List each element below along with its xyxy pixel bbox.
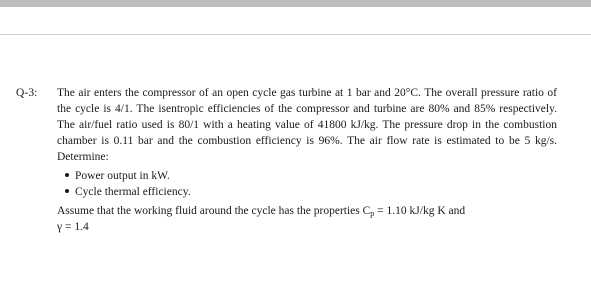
list-item [65, 184, 557, 200]
gamma-value: γ = 1.4 [57, 221, 89, 233]
bullet-icon [65, 173, 69, 177]
bullet-icon [65, 189, 69, 193]
list-item-text: Cycle thermal efficiency. [75, 186, 191, 198]
assumption-prefix: Assume that the working fluid around the cycle has the properties C [57, 205, 371, 217]
cp-subscript: p [370, 209, 375, 218]
list-item-text: Power output in kW. [75, 170, 170, 182]
question-number: Q-3: [16, 87, 38, 99]
assumption-text [57, 203, 557, 219]
assumption-suffix: = 1.10 kJ/kg K and [374, 205, 466, 217]
question-body [57, 85, 557, 235]
requirements-list [57, 168, 557, 200]
top-gray-bar [0, 0, 591, 7]
question-paragraph: The air enters the compressor of an open cycle gas turbine at 1 bar and 20°C. The overall pressure ratio of the cycle is 4/1. The isentropic efficiencies of the compressor and turbine are 80% and 85% respectively. The air/fuel ratio used is 80/1 with a heating value of 41800 kJ/kg. The pressure drop in the combustion chamber is 0.11 bar and the combustion efficiency is 96%. The air flow rate is estimated to be 5 kg/s. Determine: [57, 87, 557, 163]
list-item [65, 168, 557, 184]
divider-line [0, 34, 591, 35]
